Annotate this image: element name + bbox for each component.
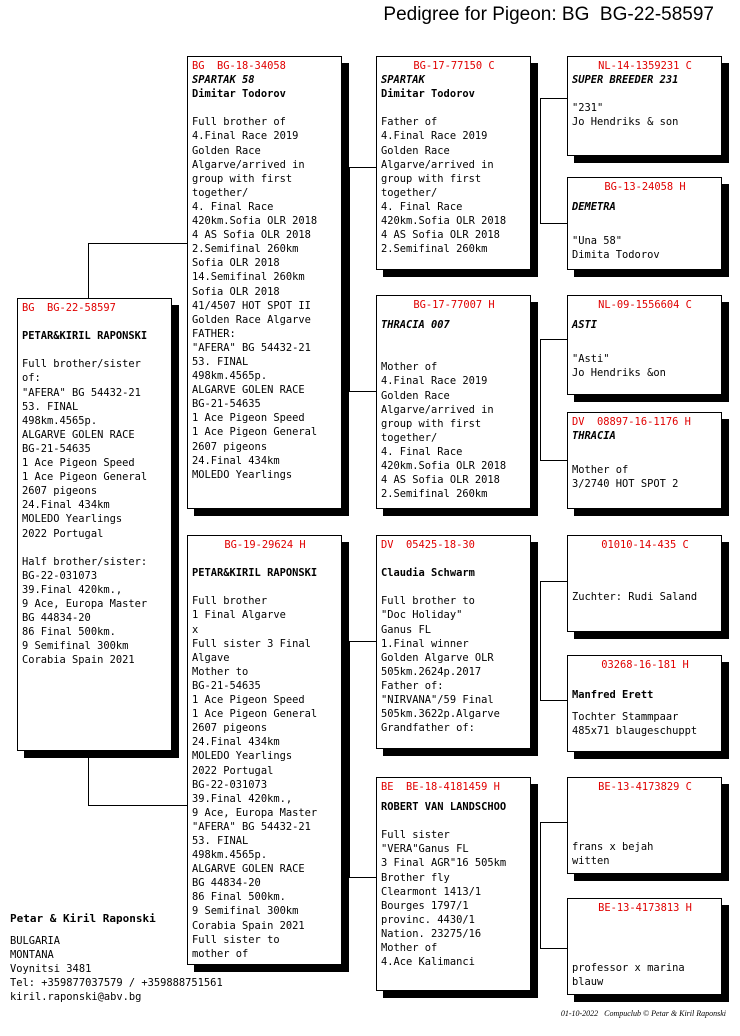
note-line: 9 Ace, Europa Master — [192, 806, 318, 819]
connector-line — [540, 98, 541, 223]
note-line: Golden Algarve OLR — [381, 651, 494, 664]
note-line: Full sister — [381, 829, 450, 842]
note-line: of: — [22, 372, 41, 385]
note-line: 4. Final Race — [381, 200, 463, 213]
note-line: Mother to — [192, 665, 249, 678]
note-line: Mother of — [381, 942, 438, 955]
dd-sire-ring: BE-13-4173829 C — [598, 781, 692, 793]
note-line: frans x bejah — [572, 841, 654, 854]
ss-dam-notes — [572, 234, 718, 262]
ss-dam-card[interactable] — [567, 177, 722, 270]
ds-dam-notes — [572, 710, 718, 738]
ss-dam-name: DEMETRA — [572, 201, 616, 214]
note-line: 86 Final 500km. — [22, 626, 116, 639]
note-line: 14.Semifinal 260km — [192, 271, 305, 284]
sire-notes — [192, 115, 338, 481]
connector-line — [349, 877, 376, 878]
note-line: 4 AS Sofia OLR 2018 — [192, 229, 311, 242]
note-line: 4.Ace Kalimanci — [381, 956, 475, 969]
note-line: Algave — [192, 651, 230, 664]
connector-line — [349, 641, 350, 877]
note-line: 1 Ace Pigeon Speed — [192, 694, 305, 707]
note-line: 1.Final winner — [381, 637, 469, 650]
note-line: ALGARVE GOLEN RACE — [192, 863, 305, 876]
connector-line — [88, 243, 89, 300]
note-line: 9 Semifinal 300km — [192, 905, 299, 918]
sire-card[interactable] — [187, 56, 342, 509]
note-line: ALGARVE GOLEN RACE — [22, 428, 135, 441]
note-line: 2607 pigeons — [192, 440, 268, 453]
ss-sire-name: SUPER BREEDER 231 — [572, 74, 679, 87]
note-line: MONTANA — [10, 949, 54, 962]
ss-sire-notes — [572, 101, 718, 129]
note-line: 1 Final Algarve — [192, 609, 286, 622]
note-line: 420km.Sofia OLR 2018 — [192, 215, 318, 228]
note-line: 2.Semifinal 260km — [192, 243, 299, 256]
dam-sire-ring: DV 05425-18-30 — [381, 539, 475, 551]
sire-sire-ring: BG-17-77150 C — [413, 60, 495, 72]
note-line: "Doc Holiday" — [381, 609, 463, 622]
note-line: Golden Race — [381, 389, 450, 402]
note-line: 2022 Portugal — [192, 764, 274, 777]
subject-notes — [22, 357, 168, 667]
note-line: BULGARIA — [10, 935, 61, 948]
note-line: 1 Ace Pigeon General — [192, 426, 318, 439]
page-title: Pedigree for Pigeon: BG BG-22-58597 — [383, 4, 714, 25]
note-line: 9 Ace, Europa Master — [22, 597, 148, 610]
note-line: Voynitsi 3481 — [10, 963, 92, 976]
note-line: Mother of — [381, 361, 438, 374]
note-line: 4 AS Sofia OLR 2018 — [381, 229, 500, 242]
note-line: together/ — [381, 431, 438, 444]
note-line: 1 Ace Pigeon General — [192, 708, 318, 721]
sd-sire-card[interactable] — [567, 295, 722, 395]
note-line: Corabia Spain 2021 — [22, 654, 135, 667]
connector-line — [540, 700, 567, 701]
note-line: 2022 Portugal — [22, 527, 104, 540]
note-line: 24.Final 434km — [192, 454, 280, 467]
note-line: BG-21-54635 — [192, 398, 261, 411]
note-line: 485x71 blaugeschuppt — [572, 725, 698, 738]
note-line: Sofia OLR 2018 — [192, 285, 280, 298]
note-line: BG-21-54635 — [22, 442, 91, 455]
dam-sire-card[interactable] — [376, 535, 531, 749]
connector-line — [540, 339, 567, 340]
dd-dam-ring: BE-13-4173813 H — [598, 902, 692, 914]
note-line: MOLEDO Yearlings — [22, 513, 123, 526]
sire-sire-card[interactable] — [376, 56, 531, 270]
note-line: Algarve/arrived in — [381, 403, 494, 416]
sire-owner: Dimitar Todorov — [192, 88, 286, 101]
note-line: 498km.4565p. — [192, 370, 268, 383]
note-line: professor x marina — [572, 962, 685, 975]
note-line: Full brother to — [381, 595, 475, 608]
note-line: 53. FINAL — [192, 355, 249, 368]
note-line: MOLEDO Yearlings — [192, 750, 293, 763]
note-line: provinc. 4430/1 — [381, 913, 475, 926]
note-line: 9 Semifinal 300km — [22, 640, 129, 653]
note-line: Golden Race — [381, 144, 450, 157]
note-line: ALGARVE GOLEN RACE — [192, 384, 305, 397]
ds-dam-card[interactable] — [567, 655, 722, 752]
dam-notes — [192, 594, 338, 960]
note-line: "NIRVANA"/59 Final — [381, 694, 494, 707]
connector-line — [88, 805, 187, 806]
note-line: Half brother/sister: — [22, 555, 148, 568]
note-line: "AFERA" BG 54432-21 — [192, 341, 311, 354]
note-line: 86 Final 500km. — [192, 891, 286, 904]
note-line: 2607 pigeons — [22, 485, 98, 498]
note-line: 2.Semifinal 260km — [381, 243, 488, 256]
note-line: 1 Ace Pigeon General — [22, 471, 148, 484]
connector-line — [88, 243, 187, 244]
note-line: 420km.Sofia OLR 2018 — [381, 215, 507, 228]
dd-sire-notes — [572, 840, 718, 868]
ds-sire-notes — [572, 590, 718, 604]
note-line: Tochter Stammpaar — [572, 711, 679, 724]
note-line: Algarve/arrived in — [381, 158, 494, 171]
connector-line — [540, 822, 541, 948]
subject-ring: BG BG-22-58597 — [22, 302, 116, 314]
note-line: BG 44834-20 — [192, 877, 261, 890]
breeder-info — [10, 912, 223, 1005]
sire-dam-notes — [381, 360, 527, 501]
note-line: 420km.Sofia OLR 2018 — [381, 460, 507, 473]
sd-sire-notes — [572, 352, 718, 380]
connector-line — [540, 581, 567, 582]
note-line: 505km.2624p.2017 — [381, 665, 482, 678]
note-line: 53. FINAL — [22, 400, 79, 413]
note-line: "AFERA" BG 54432-21 — [22, 386, 141, 399]
sire-dam-card[interactable] — [376, 295, 531, 509]
note-line: Corabia Spain 2021 — [192, 919, 305, 932]
dam-sire-owner: Claudia Schwarm — [381, 567, 475, 580]
note-line: 498km.4565p. — [22, 414, 98, 427]
sd-dam-name: THRACIA — [572, 430, 616, 443]
sire-sire-name: SPARTAK — [381, 74, 425, 87]
dam-dam-card[interactable] — [376, 777, 531, 991]
dd-dam-notes — [572, 961, 718, 989]
note-line: 53. FINAL — [192, 834, 249, 847]
note-line: group with first — [381, 172, 482, 185]
connector-line — [540, 581, 541, 700]
note-line: Grandfather of: — [381, 722, 475, 735]
ss-dam-ring: BG-13-24058 H — [604, 181, 686, 193]
note-line: 4. Final Race — [381, 445, 463, 458]
note-line: Nation. 23275/16 — [381, 927, 482, 940]
note-line: Golden Race Algarve — [192, 313, 311, 326]
ds-sire-card[interactable] — [567, 535, 722, 632]
sd-dam-notes — [572, 463, 718, 491]
note-line: Jo Hendriks &on — [572, 367, 666, 380]
dam-dam-owner: ROBERT VAN LANDSCHOO — [381, 801, 507, 814]
note-line: Ganus FL — [381, 623, 432, 636]
note-line: 2.Semifinal 260km — [381, 488, 488, 501]
note-line — [22, 541, 168, 555]
note-line: Father of: — [381, 679, 444, 692]
sire-ring: BG BG-18-34058 — [192, 60, 286, 72]
connector-line — [349, 391, 376, 392]
note-line: Full sister 3 Final — [192, 637, 311, 650]
dam-sire-notes — [381, 594, 527, 735]
note-line: together/ — [381, 186, 438, 199]
note-line: "Una 58" — [572, 235, 623, 248]
note-line: BG 44834-20 — [22, 612, 91, 625]
note-line: 4.Final Race 2019 — [381, 130, 488, 143]
note-line: 39.Final 420km., — [22, 583, 123, 596]
sd-dam-ring: DV 08897-16-1176 H — [572, 416, 691, 428]
note-line: 24.Final 434km — [22, 499, 110, 512]
note-line: Full brother — [192, 595, 268, 608]
note-line: witten — [572, 855, 610, 868]
sire-name: SPARTAK 58 — [192, 74, 255, 87]
connector-line — [540, 339, 541, 460]
breeder-name: Petar & Kiril Raponski — [10, 912, 156, 925]
subject-pigeon-card[interactable] — [17, 298, 172, 751]
ds-sire-ring: 01010-14-435 C — [601, 539, 689, 551]
connector-line — [540, 822, 567, 823]
connector-line — [88, 751, 89, 805]
note-line: Father of — [381, 116, 438, 129]
note-line: Full brother of — [192, 116, 286, 129]
note-line: 39.Final 420km., — [192, 792, 293, 805]
dam-dam-notes — [381, 828, 527, 969]
dd-sire-card[interactable] — [567, 777, 722, 874]
note-line: together/ — [192, 186, 249, 199]
sire-dam-name: THRACIA 007 — [381, 319, 450, 332]
note-line: mother of — [192, 947, 249, 960]
note-line: Mother of — [572, 464, 629, 477]
note-line: Full sister to — [192, 933, 280, 946]
note-line: MOLEDO Yearlings — [192, 468, 293, 481]
note-line: group with first — [381, 417, 482, 430]
breeder-lines — [10, 934, 223, 1004]
subject-owner: PETAR&KIRIL RAPONSKI — [22, 330, 148, 343]
sire-sire-notes — [381, 115, 527, 256]
connector-line — [349, 167, 350, 391]
note-line: BG-22-031073 — [22, 569, 98, 582]
note-line: Dimita Todorov — [572, 249, 660, 262]
ds-dam-ring: 03268-16-181 H — [601, 659, 689, 671]
note-line: Zuchter: Rudi Saland — [572, 591, 698, 604]
note-line: BG-22-031073 — [192, 778, 268, 791]
footer-credit: 01-10-2022 Compuclub © Petar & Kiril Raponski — [560, 1009, 726, 1018]
note-line: "AFERA" BG 54432-21 — [192, 820, 311, 833]
sd-sire-ring: NL-09-1556604 C — [598, 299, 692, 311]
connector-line — [349, 641, 376, 642]
note-line: Tel: +359877037579 / +359888751561 — [10, 977, 223, 990]
connector-line — [540, 223, 567, 224]
note-line: "VERA"Ganus FL — [381, 843, 469, 856]
note-line: blauw — [572, 976, 604, 989]
note-line: "231" — [572, 102, 604, 115]
sire-dam-ring: BG-17-77007 H — [413, 299, 495, 311]
dam-card[interactable] — [187, 535, 342, 965]
note-line: 4. Final Race — [192, 200, 274, 213]
connector-line — [540, 460, 567, 461]
sd-sire-name: ASTI — [572, 319, 598, 332]
note-line: BG-21-54635 — [192, 679, 261, 692]
note-line: Sofia OLR 2018 — [192, 257, 280, 270]
ds-dam-owner: Manfred Erett — [572, 689, 654, 702]
ss-sire-ring: NL-14-1359231 C — [598, 60, 692, 72]
connector-line — [540, 948, 567, 949]
note-line: group with first — [192, 172, 293, 185]
ss-sire-card[interactable] — [567, 56, 722, 156]
connector-line — [540, 98, 567, 99]
note-line: 24.Final 434km — [192, 736, 280, 749]
note-line: 4.Final Race 2019 — [381, 375, 488, 388]
note-line: kiril.raponski@abv.bg — [10, 991, 142, 1004]
note-line: 498km.4565p. — [192, 849, 268, 862]
sd-dam-card[interactable] — [567, 412, 722, 509]
note-line: 4 AS Sofia OLR 2018 — [381, 474, 500, 487]
sire-sire-owner: Dimitar Todorov — [381, 88, 475, 101]
note-line: Golden Race — [192, 144, 261, 157]
note-line: Algarve/arrived in — [192, 158, 305, 171]
note-line: Brother fly — [381, 871, 450, 884]
dam-dam-ring: BE BE-18-4181459 H — [381, 781, 500, 793]
note-line: 1 Ace Pigeon Speed — [192, 412, 305, 425]
dam-ring: BG-19-29624 H — [224, 539, 306, 551]
note-line: Bourges 1797/1 — [381, 899, 469, 912]
note-line: 505km.3622p.Algarve — [381, 708, 500, 721]
note-line: 3/2740 HOT SPOT 2 — [572, 478, 679, 491]
dd-dam-card[interactable] — [567, 898, 722, 995]
note-line: FATHER: — [192, 327, 236, 340]
note-line: 4.Final Race 2019 — [192, 130, 299, 143]
dam-owner: PETAR&KIRIL RAPONSKI — [192, 567, 318, 580]
note-line: 41/4507 HOT SPOT II — [192, 299, 311, 312]
note-line: x — [192, 623, 199, 636]
note-line: Jo Hendriks & son — [572, 116, 679, 129]
note-line: Full brother/sister — [22, 358, 141, 371]
note-line: Clearmont 1413/1 — [381, 885, 482, 898]
note-line: 2607 pigeons — [192, 722, 268, 735]
note-line: "Asti" — [572, 353, 610, 366]
connector-line — [349, 167, 376, 168]
note-line: 3 Final AGR"16 505km — [381, 857, 507, 870]
note-line: 1 Ace Pigeon Speed — [22, 457, 135, 470]
